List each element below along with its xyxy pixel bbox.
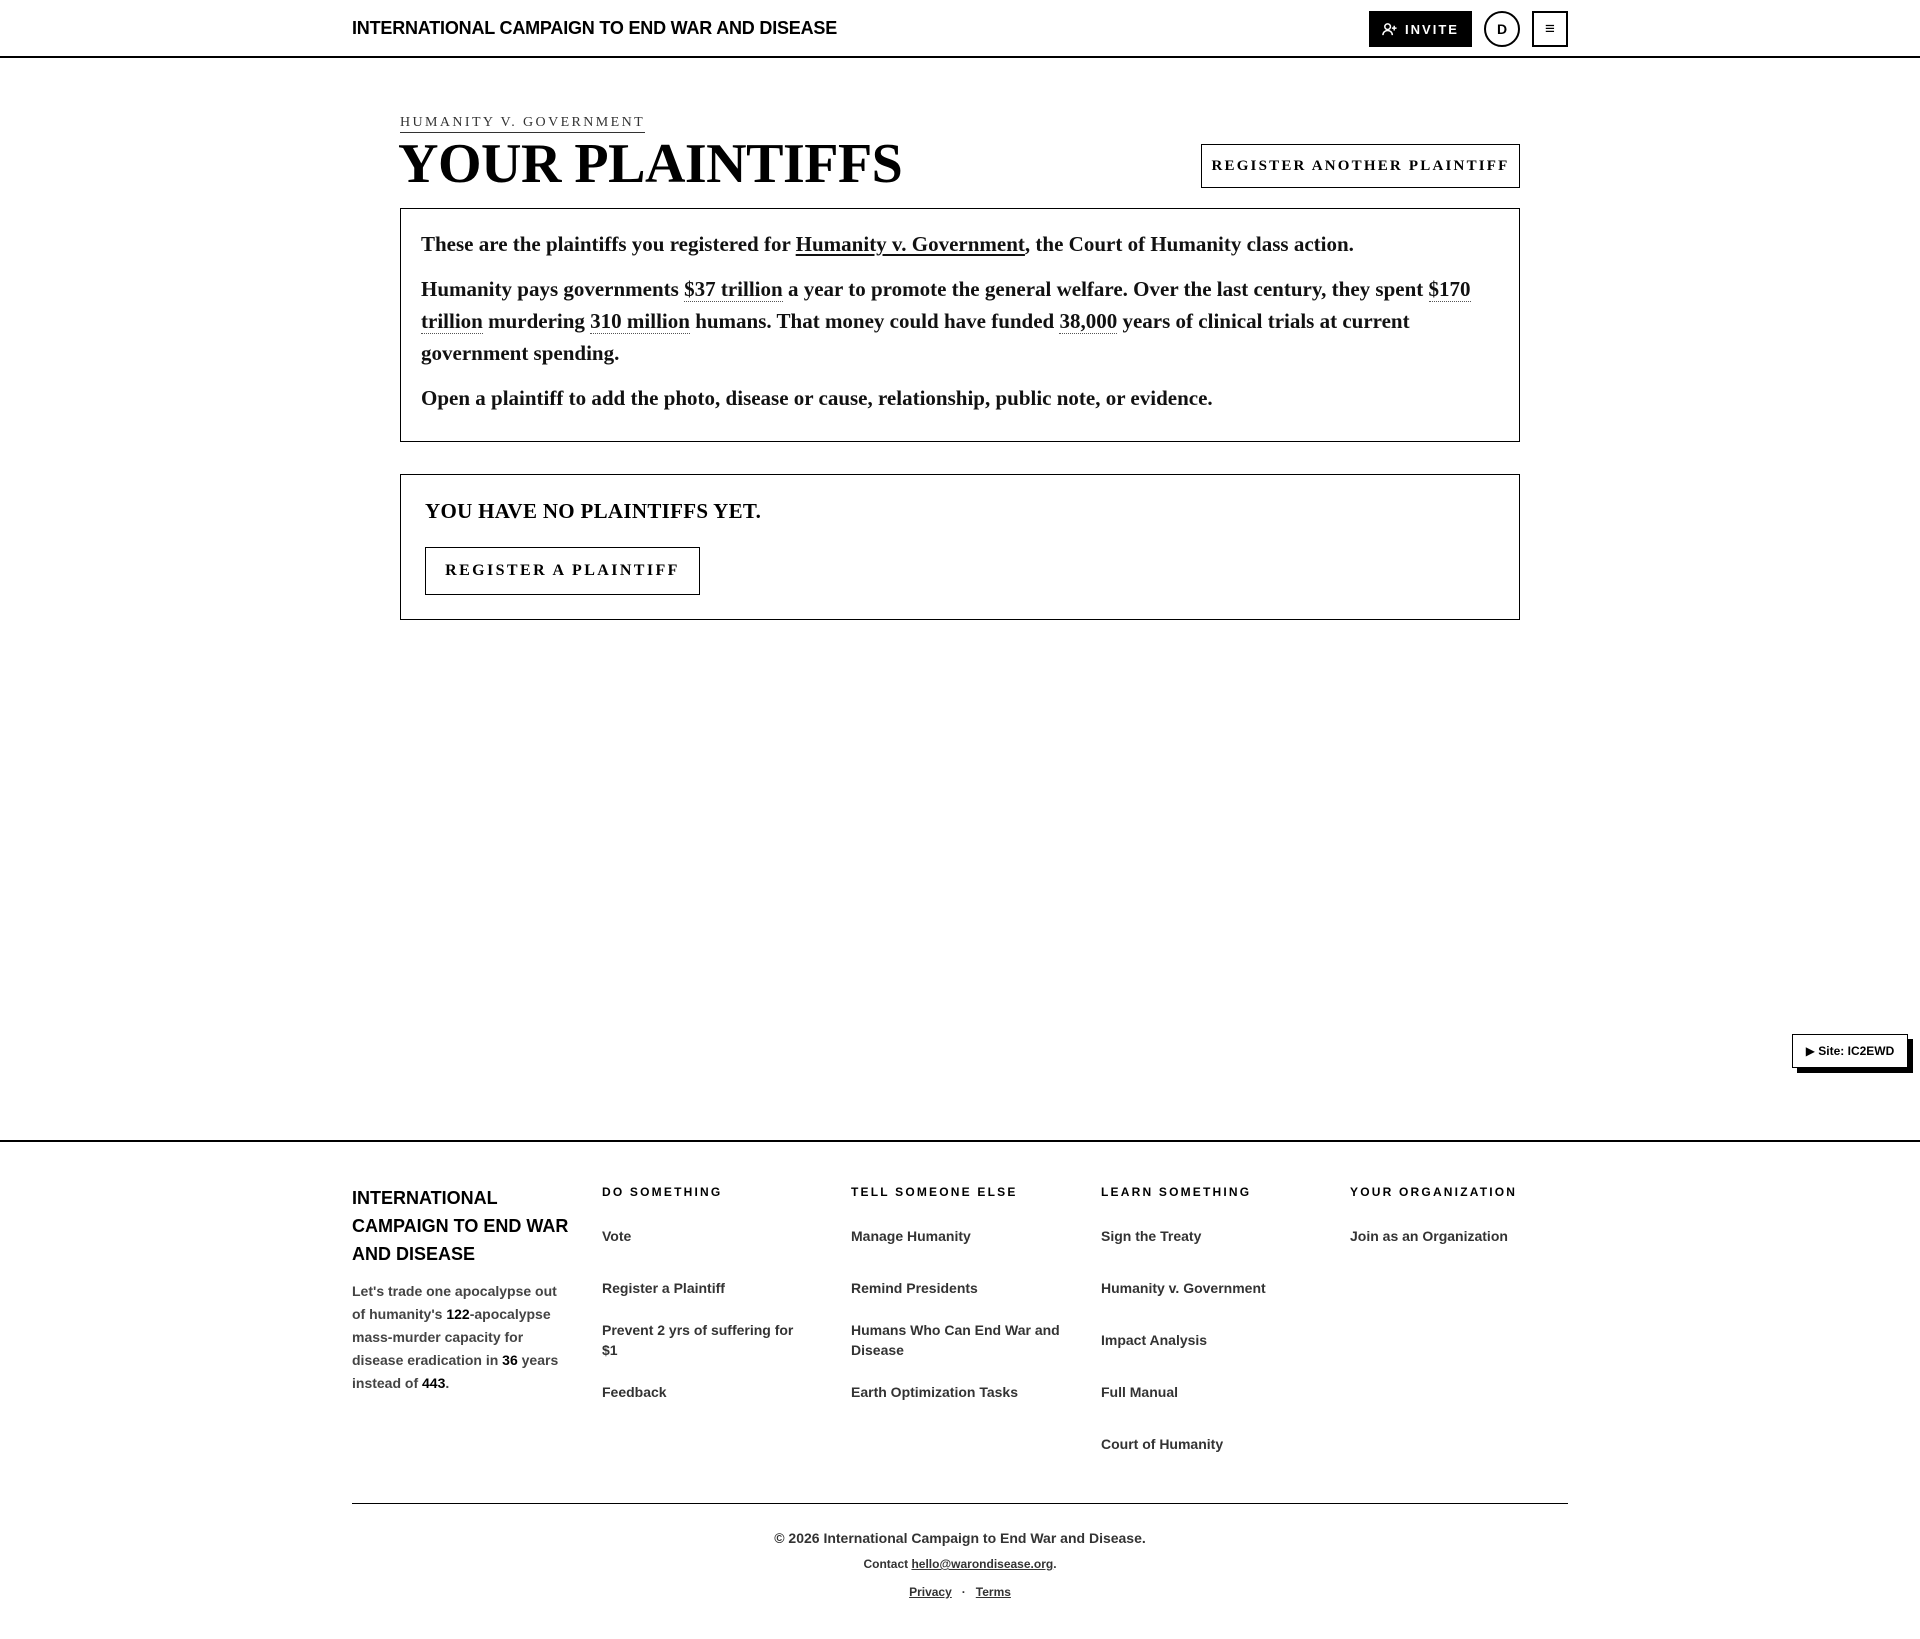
stat-deaths[interactable]: 310 million: [590, 309, 690, 333]
tagline-text: .: [445, 1375, 450, 1391]
footer-contact: [0, 1557, 1920, 1571]
terms-link[interactable]: Terms: [975, 1585, 1011, 1599]
footer-column-do-something: [602, 1184, 822, 1400]
footer-link-humans-who-can-end-war[interactable]: Humans Who Can End War and Disease: [851, 1322, 1060, 1358]
invite-label: INVITE: [1405, 21, 1459, 37]
intro-text: a year to promote the general welfare. Over the last century, they spent: [782, 277, 1429, 301]
footer-link-feedback[interactable]: Feedback: [602, 1384, 667, 1400]
invite-button[interactable]: [1369, 11, 1472, 47]
top-navigation-bar: [0, 0, 1920, 58]
intro-text: These are the plaintiffs you registered for: [421, 232, 796, 256]
empty-state-title: YOU HAVE NO PLAINTIFFS YET.: [425, 499, 762, 523]
footer-link-impact-analysis[interactable]: Impact Analysis: [1101, 1332, 1208, 1348]
footer-link-register-plaintiff[interactable]: Register a Plaintiff: [602, 1280, 725, 1296]
register-another-plaintiff-button[interactable]: REGISTER ANOTHER PLAINTIFF: [1201, 144, 1520, 188]
tagline-number: 443: [422, 1375, 446, 1391]
site-footer: [0, 1140, 1920, 1639]
intro-text: , the Court of Humanity class action.: [1024, 232, 1354, 256]
footer-column-heading: DO SOMETHING: [602, 1185, 723, 1199]
menu-button[interactable]: [1532, 11, 1568, 47]
intro-paragraph-2: [421, 273, 1499, 369]
footer-link-humanity-v-government[interactable]: Humanity v. Government: [1101, 1280, 1266, 1296]
legal-separator: ·: [961, 1585, 966, 1599]
footer-link-sign-treaty[interactable]: Sign the Treaty: [1101, 1228, 1202, 1244]
intro-text: murdering: [482, 309, 591, 333]
tagline-text: Let's trade one apocalypse out of humanity's: [352, 1283, 557, 1322]
intro-paragraph-1: [421, 228, 1499, 260]
humanity-v-government-link[interactable]: Humanity v. Government: [795, 232, 1025, 256]
tagline-text: -apocalypse mass-murder capacity for disease eradication in: [352, 1306, 551, 1368]
stat-war-spending[interactable]: $170 trillion: [421, 277, 1471, 333]
intro-text: years of clinical trials at current government spending.: [421, 309, 1410, 365]
tagline-number: 36: [502, 1352, 518, 1368]
footer-tagline: [352, 1280, 562, 1395]
site-brand[interactable]: INTERNATIONAL CAMPAIGN TO END WAR AND DISEASE: [352, 18, 838, 38]
site-badge-toggle[interactable]: ▶ Site: IC2EWD: [1792, 1034, 1908, 1068]
footer-link-court-of-humanity[interactable]: Court of Humanity: [1101, 1436, 1224, 1452]
breadcrumb-humanity-v-government[interactable]: HUMANITY V. GOVERNMENT: [400, 115, 645, 133]
footer-link-join-organization[interactable]: Join as an Organization: [1350, 1228, 1508, 1244]
user-avatar[interactable]: D: [1484, 11, 1520, 47]
contact-suffix: .: [1053, 1557, 1057, 1571]
intro-panel: [400, 208, 1520, 442]
footer-legal-links: [0, 1585, 1920, 1599]
stat-government-budget[interactable]: $37 trillion: [684, 277, 783, 301]
tagline-number: 122: [446, 1306, 470, 1322]
footer-link-prevent-suffering[interactable]: Prevent 2 yrs of suffering for $1: [602, 1322, 794, 1358]
privacy-link[interactable]: Privacy: [909, 1585, 952, 1599]
contact-label: Contact: [863, 1557, 912, 1571]
hamburger-icon: ≡: [1545, 19, 1555, 38]
stat-trial-years[interactable]: 38,000: [1059, 309, 1118, 333]
footer-column-your-organization: [1350, 1184, 1570, 1244]
footer-brand: INTERNATIONAL CAMPAIGN TO END WAR AND DISEASE: [352, 1188, 569, 1264]
footer-column-heading: LEARN SOMETHING: [1101, 1185, 1252, 1199]
empty-plaintiffs-panel: [400, 474, 1520, 620]
tagline-text: years instead of: [352, 1352, 559, 1391]
footer-link-vote[interactable]: Vote: [602, 1228, 632, 1244]
footer-divider: [352, 1503, 1568, 1504]
page-title: YOUR PLAINTIFFS: [398, 133, 903, 195]
user-plus-icon: [1382, 22, 1397, 37]
intro-paragraph-3: Open a plaintiff to add the photo, disease or cause, relationship, public note, or evidence.: [421, 386, 1213, 410]
contact-email-link[interactable]: hello@warondisease.org: [911, 1557, 1054, 1571]
footer-column-heading: YOUR ORGANIZATION: [1350, 1185, 1518, 1199]
footer-link-full-manual[interactable]: Full Manual: [1101, 1384, 1178, 1400]
footer-copyright: © 2026 International Campaign to End War and Disease.: [774, 1530, 1146, 1546]
footer-link-remind-presidents[interactable]: Remind Presidents: [851, 1280, 978, 1296]
footer-column-learn-something: [1101, 1184, 1321, 1452]
footer-link-manage-humanity[interactable]: Manage Humanity: [851, 1228, 971, 1244]
register-plaintiff-button[interactable]: REGISTER A PLAINTIFF: [425, 547, 700, 595]
intro-text: Humanity pays governments: [421, 277, 685, 301]
footer-column-tell-someone-else: [851, 1184, 1071, 1400]
footer-column-heading: TELL SOMEONE ELSE: [851, 1185, 1018, 1199]
footer-link-earth-optimization-tasks[interactable]: Earth Optimization Tasks: [851, 1384, 1018, 1400]
intro-text: humans. That money could have funded: [689, 309, 1060, 333]
